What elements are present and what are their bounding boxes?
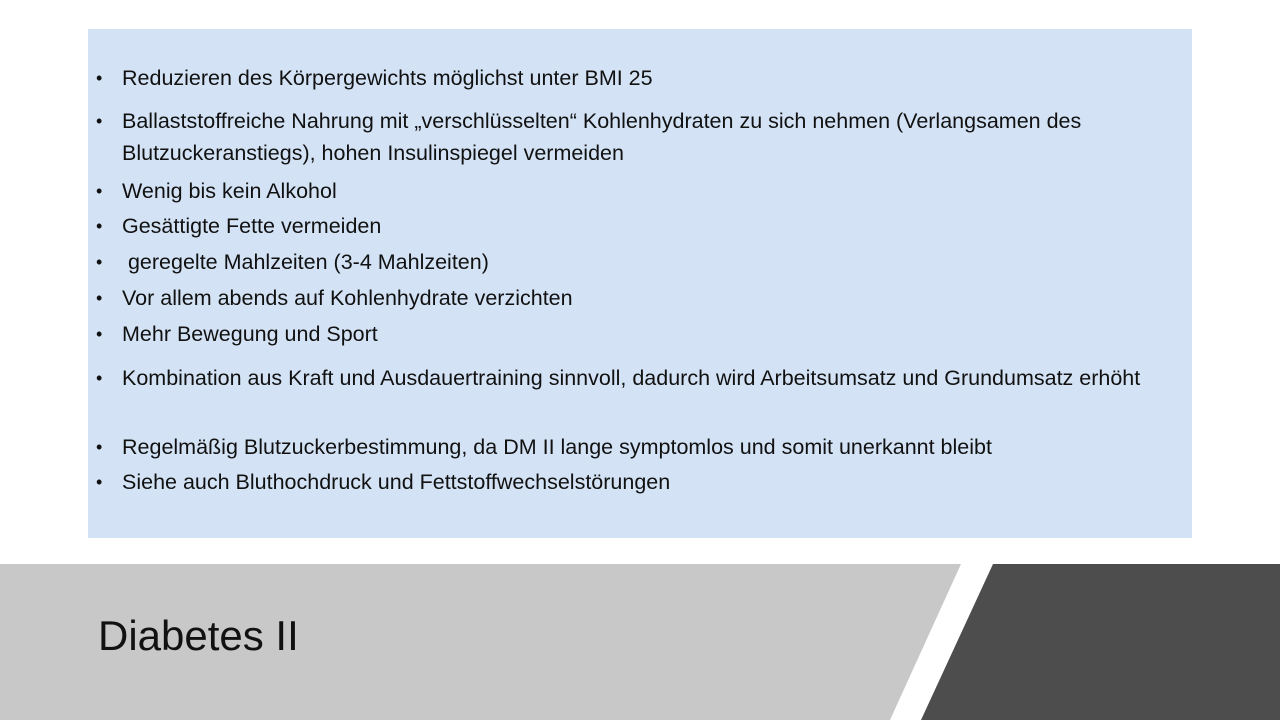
bullet-text: Gesättigte Fette vermeiden [122,214,382,238]
bullet-item [96,282,1172,314]
bullet-item [96,246,1172,278]
bullet-icon: • [96,111,103,131]
bullet-item [96,318,1172,350]
bullet-item [96,210,1172,242]
bullet-text: Regelmäßig Blutzuckerbestimmung, da DM II lange symptomlos und somit unerkannt bleibt [122,435,992,459]
bullet-text: geregelte Mahlzeiten (3-4 Mahlzeiten) [122,250,489,274]
bullet-text: Reduzieren des Körpergewichts möglichst unter BMI 25 [122,66,653,90]
bullet-item [96,362,1172,394]
bullet-icon: • [96,252,103,272]
bullet-text: Vor allem abends auf Kohlenhydrate verzichten [122,286,573,310]
bullet-text: Kombination aus Kraft und Ausdauertraining sinnvoll, dadurch wird Arbeitsumsatz und Grundumsatz erhöht [122,366,1141,390]
bullet-icon: • [96,324,103,344]
bullet-item [96,466,1172,498]
bullet-text: Wenig bis kein Alkohol [122,179,337,203]
slide-title: Diabetes II [98,612,299,659]
bullet-item [96,431,1172,463]
bullet-icon: • [96,181,103,201]
bullet-icon: • [96,216,103,236]
bullet-text: Mehr Bewegung und Sport [122,322,378,346]
bullet-icon: • [96,68,103,88]
bullet-item [96,62,1172,94]
bullet-icon: • [96,368,103,388]
bullet-item [96,105,1172,169]
bullet-item [96,175,1172,207]
bullet-icon: • [96,472,103,492]
bullet-text: Ballaststoffreiche Nahrung mit „verschlüsselten“ Kohlenhydraten zu sich nehmen (Verlangsamen des Blutzuckeranstiegs), hohen Insulinspiegel vermeiden [122,109,1082,165]
content-box [88,29,1192,538]
bullet-icon: • [96,288,103,308]
bullet-text: Siehe auch Bluthochdruck und Fettstoffwechselstörungen [122,470,671,494]
bullet-icon: • [96,437,103,457]
